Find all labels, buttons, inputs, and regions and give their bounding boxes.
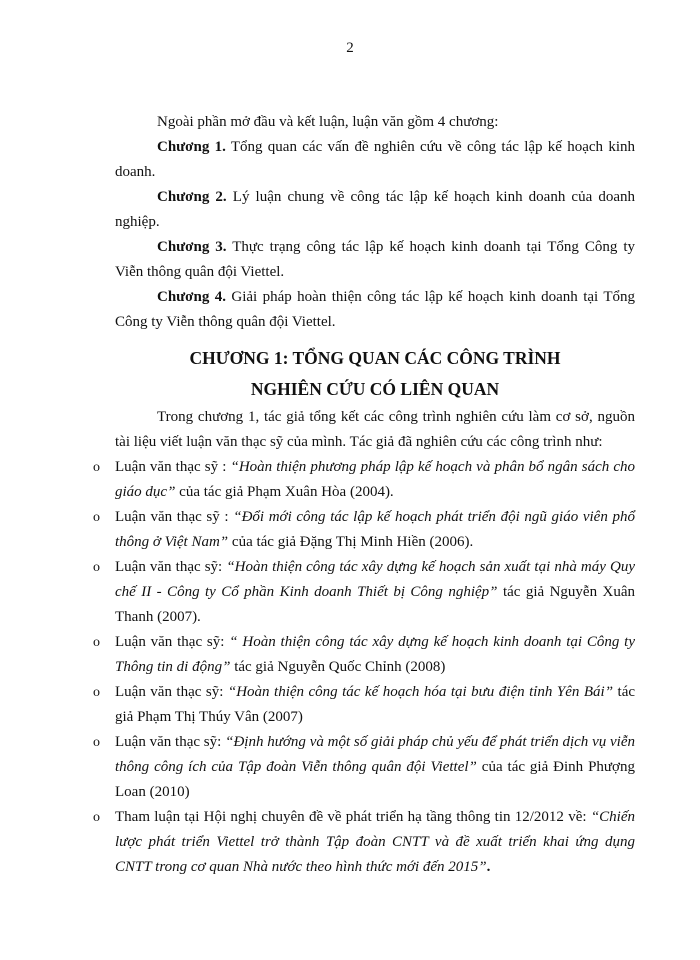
reference-suffix: tác giả Phạm Thị Thúy Vân (2007) xyxy=(115,684,636,725)
reference-item xyxy=(93,805,635,880)
document-body xyxy=(93,110,636,880)
reference-suffix: của tác giả Phạm Xuân Hòa (2004). xyxy=(175,484,394,500)
chapter-4-text: Giải pháp hoàn thiện công tác lập kế hoạch kinh doanh tại Tổng Công ty Viễn thông quân đội Viettel. xyxy=(115,289,635,330)
reference-item xyxy=(93,505,635,555)
chapter-3-label: Chương 3. xyxy=(157,239,227,255)
summary-paragraph: Trong chương 1, tác giả tổng kết các công trình nghiên cứu làm cơ sở, nguồn tài liệu viết luận văn thạc sỹ của mình. Tác giả đã nghiên cứu các công trình như: xyxy=(115,409,635,450)
chapter-1-text: Tổng quan các vấn đề nghiên cứu về công tác lập kế hoạch kinh doanh. xyxy=(115,139,635,180)
reference-prefix: Luận văn thạc sỹ: xyxy=(115,634,230,650)
reference-suffix: của tác giả Đinh Phượng Loan (2010) xyxy=(115,759,635,800)
chapter-heading-line-2: NGHIÊN CỨU CÓ LIÊN QUAN xyxy=(250,379,500,399)
reference-title: “Hoàn thiện công tác xây dựng kế hoạch sản xuất tại nhà máy Quy chế II - Công ty Cổ phần Kinh doanh Thiết bị Công nghiệp” xyxy=(115,559,635,600)
bullet-icon: o xyxy=(93,635,100,650)
chapter-2-item xyxy=(115,185,635,235)
reference-item xyxy=(93,455,635,505)
bullet-icon: o xyxy=(93,560,100,575)
chapter-4-label: Chương 4. xyxy=(157,289,226,305)
reference-item xyxy=(93,680,635,730)
reference-item xyxy=(93,730,635,805)
reference-prefix: Luận văn thạc sỹ: xyxy=(115,559,227,575)
reference-title: “Hoàn thiện công tác kế hoạch hóa tại bưu điện tỉnh Yên Bái” xyxy=(227,684,614,700)
reference-suffix: tác giả Nguyễn Quốc Chỉnh (2008) xyxy=(230,659,446,675)
chapter-heading-line-1: CHƯƠNG 1: TỔNG QUAN CÁC CÔNG TRÌNH xyxy=(189,348,561,368)
reference-prefix: Luận văn thạc sỹ : xyxy=(115,459,231,475)
reference-item xyxy=(93,630,635,680)
reference-title: “ Hoàn thiện công tác xây dựng kế hoạch kinh doanh tại Công ty Thông tin di động” xyxy=(115,634,635,675)
chapter-4-item xyxy=(115,285,635,335)
reference-suffix: tác giả Nguyễn Xuân Thanh (2007). xyxy=(115,584,635,625)
reference-prefix: Luận văn thạc sỹ : xyxy=(115,509,234,525)
chapter-heading xyxy=(115,343,635,405)
chapter-2-text: Lý luận chung về công tác lập kế hoạch kinh doanh của doanh nghiệp. xyxy=(115,189,636,230)
reference-item xyxy=(93,555,635,630)
reference-suffix: . xyxy=(486,859,491,875)
reference-title: “Định hướng và một số giải pháp chủ yếu để phát triển dịch vụ viễn thông công ích của Tập đoàn Viễn thông quân đội Viettel” xyxy=(115,734,636,775)
intro-paragraph: Ngoài phần mở đầu và kết luận, luận văn gồm 4 chương: xyxy=(157,114,499,130)
chapter-1-item xyxy=(115,135,635,185)
chapter-1-label: Chương 1. xyxy=(157,139,226,155)
bullet-icon: o xyxy=(93,685,100,700)
bullet-icon: o xyxy=(93,735,100,750)
chapter-3-text: Thực trạng công tác lập kế hoạch kinh doanh tại Tổng Công ty Viễn thông quân đội Viettel. xyxy=(115,239,635,280)
bullet-icon: o xyxy=(93,810,100,825)
reference-suffix: của tác giả Đặng Thị Minh Hiền (2006). xyxy=(228,534,474,550)
reference-title: “Chiến lược phát triển Viettel trở thành Tập đoàn CNTT và đề xuất triển khai ứng dụng CNTT trong cơ quan Nhà nước theo hình thức mới đến 2015” xyxy=(115,809,635,875)
reference-list xyxy=(93,455,636,880)
reference-prefix: Tham luận tại Hội nghị chuyên đề về phát triển hạ tầng thông tin 12/2012 về: xyxy=(115,809,591,825)
bullet-icon: o xyxy=(93,460,100,475)
reference-prefix: Luận văn thạc sỹ: xyxy=(115,734,226,750)
bullet-icon: o xyxy=(93,510,100,525)
reference-title: “Hoàn thiện phương pháp lập kế hoạch và phân bổ ngân sách cho giáo dục” xyxy=(115,459,636,500)
reference-prefix: Luận văn thạc sỹ: xyxy=(115,684,228,700)
chapter-2-label: Chương 2. xyxy=(157,189,227,205)
chapter-3-item xyxy=(115,235,635,285)
page-number: 2 xyxy=(346,40,354,56)
reference-title: “Đổi mới công tác lập kế hoạch phát triển đội ngũ giáo viên phổ thông ở Việt Nam” xyxy=(115,509,635,550)
